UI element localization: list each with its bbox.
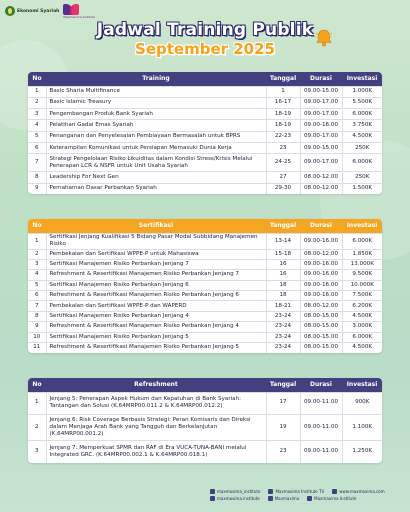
row-durasi: 08.00-15.00 xyxy=(300,311,342,321)
row-investasi: 10.000K xyxy=(342,280,382,290)
page-title: Jadwal Training Publik xyxy=(96,20,314,40)
table-row xyxy=(28,280,382,290)
table-row xyxy=(28,322,382,332)
row-no: 3 xyxy=(28,109,46,120)
row-durasi: 09.00-11.00 xyxy=(300,441,342,463)
instagram-handle: maxmaxima_institute xyxy=(217,489,261,494)
row-tanggal: 23-24 xyxy=(266,322,300,332)
row-no: 8 xyxy=(28,311,46,321)
row-no: 4 xyxy=(28,120,46,131)
facebook-link[interactable] xyxy=(268,496,299,501)
row-no: 6 xyxy=(28,142,46,153)
col-header-no: No xyxy=(28,378,46,392)
row-tanggal: 27 xyxy=(266,172,300,183)
row-investasi: 9.500K xyxy=(342,270,382,280)
row-investasi: 4.500K xyxy=(342,343,382,353)
header-logos xyxy=(5,4,96,19)
row-no: 5 xyxy=(28,131,46,142)
table-row xyxy=(28,249,382,259)
ekonomi-syariah-logo-icon xyxy=(5,6,15,16)
row-tanggal: 16 xyxy=(266,259,300,269)
row-durasi: 09.00-17.00 xyxy=(300,109,342,120)
row-no: 8 xyxy=(28,172,46,183)
linkedin-icon xyxy=(307,496,312,501)
row-name: Basic Sharia Multifinance xyxy=(46,86,266,97)
row-name: Jenjang 6: Risk Coverage Berbasis Strategi: Peran Komisaris dan Direksi dalam Menjaga Arah Bank yang Tangguh dan Berkelanjutan (K.64MRP00.001.2) xyxy=(46,414,266,441)
maxmaxima-logo-shape-right xyxy=(70,4,79,15)
row-tanggal: 18-19 xyxy=(266,109,300,120)
row-name: Leadership For Next Gen xyxy=(46,172,266,183)
row-investasi: 1.250K xyxy=(342,441,382,463)
col-header-refreshment: Refreshment xyxy=(46,378,266,392)
row-name: Sertifikasi Jenjang Kualifikasi 5 Bidang Pasar Modal Subbidang Manajemen Risiko xyxy=(46,233,266,249)
row-durasi: 08.00-12.00 xyxy=(300,183,342,194)
sertifikasi-table-header xyxy=(28,219,382,233)
table-row xyxy=(28,86,382,97)
training-table-header xyxy=(28,72,382,86)
row-durasi: 08.00-12.00 xyxy=(300,301,342,311)
table-row xyxy=(28,392,382,414)
table-row xyxy=(28,172,382,183)
row-durasi: 09.00-16.00 xyxy=(300,233,342,249)
row-tanggal: 23 xyxy=(266,441,300,463)
row-durasi: 09.00-15.00 xyxy=(300,142,342,153)
row-durasi: 09.00-15.00 xyxy=(300,86,342,97)
refreshment-table-header xyxy=(28,378,382,392)
col-header-no: No xyxy=(28,219,46,233)
sertifikasi-table xyxy=(28,219,382,353)
table-row xyxy=(28,109,382,120)
row-name: Basic Islamic Treasury xyxy=(46,97,266,108)
maxmaxima-logo xyxy=(63,4,96,19)
row-tanggal: 15-18 xyxy=(266,249,300,259)
table-row xyxy=(28,301,382,311)
row-tanggal: 23-24 xyxy=(266,311,300,321)
row-no: 9 xyxy=(28,322,46,332)
row-name: Refreshment & Resertifikasi Manajemen Risiko Perbankan Jenjang 7 xyxy=(46,270,266,280)
row-investasi: 900K xyxy=(342,392,382,414)
row-name: Sertifikasi Manajemen Risiko Perbankan Jenjang 4 xyxy=(46,311,266,321)
row-durasi: 08.00-15.00 xyxy=(300,322,342,332)
row-tanggal: 13-14 xyxy=(266,233,300,249)
bell-icon xyxy=(314,28,334,48)
table-row xyxy=(28,233,382,249)
row-investasi: 4.500K xyxy=(342,131,382,142)
row-investasi: 6.000K xyxy=(342,233,382,249)
row-no: 1 xyxy=(28,392,46,414)
row-no: 2 xyxy=(28,97,46,108)
row-no: 1 xyxy=(28,233,46,249)
row-investasi: 1.000K xyxy=(342,86,382,97)
table-row xyxy=(28,414,382,441)
facebook-icon xyxy=(268,496,273,501)
table-row xyxy=(28,311,382,321)
col-header-training: Training xyxy=(46,72,266,86)
row-tanggal: 29-30 xyxy=(266,183,300,194)
row-no: 5 xyxy=(28,280,46,290)
row-no: 2 xyxy=(28,414,46,441)
row-investasi: 250K xyxy=(342,172,382,183)
row-name: Pemahaman Dasar Perbankan Syariah xyxy=(46,183,266,194)
row-no: 1 xyxy=(28,86,46,97)
row-no: 10 xyxy=(28,332,46,342)
row-durasi: 09.00-16.00 xyxy=(300,270,342,280)
row-tanggal: 1 xyxy=(266,86,300,97)
footer-social-links xyxy=(210,489,406,503)
table-row xyxy=(28,291,382,301)
tiktok-handle: maxmaxima.institute xyxy=(217,496,260,501)
row-name: Strategi Pengelolaan Risiko Likuiditas dalam Kondisi Stress/Krisis Melalui Penerapan LCR & NSFR untuk Unit Usaha Syariah xyxy=(46,154,266,172)
row-tanggal: 23-24 xyxy=(266,332,300,342)
col-header-durasi: Durasi xyxy=(300,72,342,86)
row-durasi: 08.00-15.00 xyxy=(300,332,342,342)
row-investasi: 5.500K xyxy=(342,97,382,108)
row-tanggal: 18 xyxy=(266,280,300,290)
row-no: 9 xyxy=(28,183,46,194)
row-name: Refreshment & Resertifikasi Manajemen Risiko Perbankan Jenjang 5 xyxy=(46,343,266,353)
col-header-tanggal: Tanggal xyxy=(266,378,300,392)
row-durasi: 09.00-16.00 xyxy=(300,280,342,290)
table-row xyxy=(28,183,382,194)
col-header-no: No xyxy=(28,72,46,86)
row-no: 2 xyxy=(28,249,46,259)
row-name: Pengembangan Produk Bank Syariah xyxy=(46,109,266,120)
row-investasi: 7.500K xyxy=(342,291,382,301)
table-row xyxy=(28,343,382,353)
table-row xyxy=(28,120,382,131)
row-investasi: 1.500K xyxy=(342,183,382,194)
row-tanggal: 16-17 xyxy=(266,97,300,108)
row-tanggal: 16 xyxy=(266,270,300,280)
row-investasi: 6.000K xyxy=(342,109,382,120)
col-header-durasi: Durasi xyxy=(300,378,342,392)
row-investasi: 4.500K xyxy=(342,311,382,321)
row-durasi: 08.00-12.00 xyxy=(300,249,342,259)
row-durasi: 08.00-15.00 xyxy=(300,343,342,353)
row-investasi: 250K xyxy=(342,142,382,153)
row-no: 3 xyxy=(28,441,46,463)
youtube-link[interactable] xyxy=(268,489,324,494)
row-investasi: 1.100K xyxy=(342,414,382,441)
row-no: 7 xyxy=(28,301,46,311)
facebook-handle: Maxmaxima xyxy=(274,496,300,501)
row-name: Penanganan dan Penyelesaian Pembiayaan Bermasalah untuk BPRS xyxy=(46,131,266,142)
col-header-investasi: Investasi xyxy=(342,219,382,233)
row-durasi: 09.00-17.00 xyxy=(300,131,342,142)
row-no: 7 xyxy=(28,154,46,172)
table-row xyxy=(28,332,382,342)
training-table xyxy=(28,72,382,194)
row-tanggal: 23 xyxy=(266,142,300,153)
col-header-investasi: Investasi xyxy=(342,378,382,392)
row-tanggal: 18 xyxy=(266,291,300,301)
col-header-tanggal: Tanggal xyxy=(266,219,300,233)
row-no: 6 xyxy=(28,291,46,301)
ekonomi-syariah-logo xyxy=(5,6,59,16)
page-subtitle: September 2025 xyxy=(135,40,275,58)
website-url: www.maxmaxima.com xyxy=(339,489,385,494)
row-name: Jenjang 7: Memperkuat SPMR dan RAF di Era VUCA-TUNA-BANI melalui Integrated GRC. (K.64MRP00.002.1 & K.64MRP00.018.1) xyxy=(46,441,266,463)
row-name: Keterampilan Komunikasi untuk Persiapan Memasuki Dunia Kerja xyxy=(46,142,266,153)
row-tanggal: 19 xyxy=(266,414,300,441)
table-row xyxy=(28,270,382,280)
linkedin-handle: Maxmaxima Institute xyxy=(314,496,357,501)
row-investasi: 3.000K xyxy=(342,322,382,332)
row-name: Pelatihan Gadai Emas Syariah xyxy=(46,120,266,131)
row-name: Refreshment & Resertifikasi Manajemen Risiko Perbankan Jenjang 6 xyxy=(46,291,266,301)
row-durasi: 09.00-11.00 xyxy=(300,414,342,441)
instagram-icon xyxy=(210,489,215,494)
row-tanggal: 22-23 xyxy=(266,131,300,142)
globe-icon xyxy=(332,489,337,494)
table-row xyxy=(28,259,382,269)
row-investasi: 3.750K xyxy=(342,120,382,131)
row-durasi: 09.00-16.00 xyxy=(300,259,342,269)
instagram-link[interactable] xyxy=(210,489,260,494)
row-investasi: 13.000K xyxy=(342,259,382,269)
table-row xyxy=(28,441,382,463)
col-header-investasi: Investasi xyxy=(342,72,382,86)
row-name: Sertifikasi Manajemen Risiko Perbankan Jenjang 7 xyxy=(46,259,266,269)
maxmaxima-logo-text: Maxmaxima Institute xyxy=(63,15,96,19)
row-tanggal: 24-25 xyxy=(266,154,300,172)
row-tanggal: 18-21 xyxy=(266,301,300,311)
row-tanggal: 23-24 xyxy=(266,343,300,353)
row-name: Pembekalan dan Sertifikasi WPPE-P untuk Mahasiswa xyxy=(46,249,266,259)
row-durasi: 09.00-17.00 xyxy=(300,154,342,172)
footer-row xyxy=(210,489,406,494)
tiktok-icon xyxy=(210,496,215,501)
row-no: 4 xyxy=(28,270,46,280)
youtube-handle: Maxmaxima Institute TV xyxy=(275,489,325,494)
footer-row xyxy=(210,496,406,501)
row-durasi: 09.00-11.00 xyxy=(300,392,342,414)
row-durasi: 08.00-12.00 xyxy=(300,172,342,183)
row-investasi: 6.200K xyxy=(342,301,382,311)
table-row xyxy=(28,131,382,142)
row-tanggal: 18-19 xyxy=(266,120,300,131)
row-durasi: 09.00-16.00 xyxy=(300,291,342,301)
row-name: Refreshment & Resertifikasi Manajemen Risiko Perbankan Jenjang 4 xyxy=(46,322,266,332)
table-row xyxy=(28,154,382,172)
row-tanggal: 17 xyxy=(266,392,300,414)
row-durasi: 09.00-17.00 xyxy=(300,97,342,108)
row-no: 11 xyxy=(28,343,46,353)
website-link[interactable] xyxy=(332,489,384,494)
row-no: 3 xyxy=(28,259,46,269)
row-name: Sertifikasi Manajemen Risiko Perbankan Jenjang 6 xyxy=(46,280,266,290)
table-row xyxy=(28,97,382,108)
row-investasi: 1.850K xyxy=(342,249,382,259)
row-investasi: 6.000K xyxy=(342,154,382,172)
tiktok-link[interactable] xyxy=(210,496,260,501)
col-header-tanggal: Tanggal xyxy=(266,72,300,86)
row-name: Jenjang 5: Penerapan Aspek Hukum dan Kepatuhan di Bank Syariah: Tantangan dan Solusi (K.64MRP00.011.2 & K.64MRP00.012.2) xyxy=(46,392,266,414)
row-name: Sertifikasi Manajemen Risiko Perbankan Jenjang 5 xyxy=(46,332,266,342)
row-durasi: 09.00-16.00 xyxy=(300,120,342,131)
refreshment-table xyxy=(28,378,382,463)
col-header-durasi: Durasi xyxy=(300,219,342,233)
row-investasi: 6.000K xyxy=(342,332,382,342)
linkedin-link[interactable] xyxy=(307,496,356,501)
ekonomi-syariah-logo-text: Ekonomi Syariah xyxy=(17,8,60,14)
col-header-sertifikasi: Sertifikasi xyxy=(46,219,266,233)
row-name: Pembekalan dan Sertifikasi WPPE-P dan WAPERD xyxy=(46,301,266,311)
youtube-icon xyxy=(268,489,273,494)
table-row xyxy=(28,142,382,153)
